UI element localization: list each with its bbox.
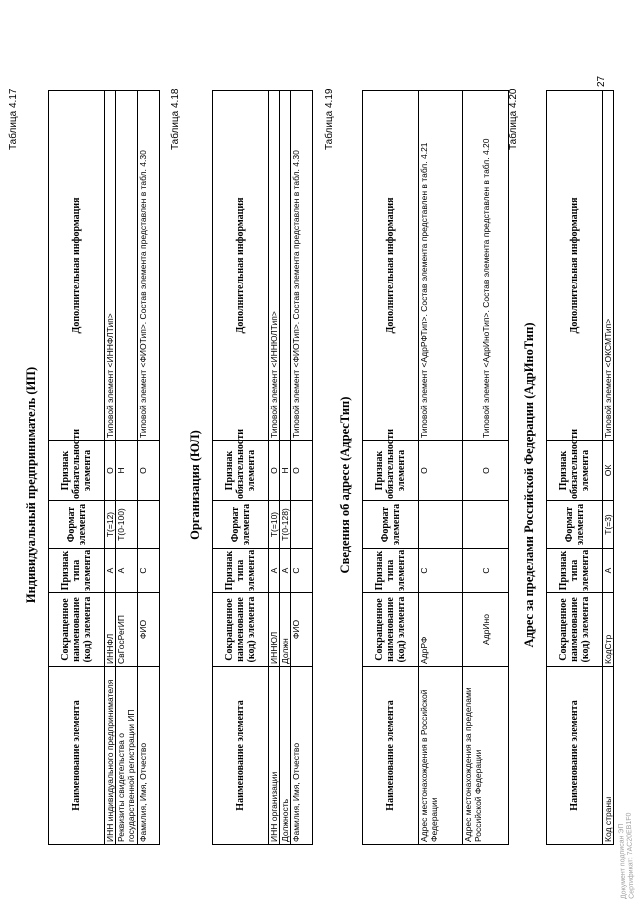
cell-code: Должн	[280, 593, 291, 667]
table-row	[116, 91, 138, 845]
cell-code: АдрРФ	[419, 593, 463, 667]
cell-info: Типовой элемент <ИННФЛТип>	[105, 91, 116, 441]
header-required: Признак обязательности элемента	[363, 441, 419, 501]
header-name: Наименование элемента	[547, 667, 603, 845]
table-title: Индивидуальный предприниматель (ИП)	[24, 366, 38, 604]
table-row	[419, 91, 463, 845]
cell-format	[463, 501, 509, 549]
data-table	[212, 90, 313, 845]
cell-type: С	[463, 549, 509, 593]
data-table	[362, 90, 509, 845]
table-header-row	[49, 91, 105, 845]
header-required: Признак обязательности элемента	[547, 441, 603, 501]
header-format: Формат элемента	[49, 501, 105, 549]
cell-name: Адрес местонахождения за пределами Российской Федерации	[463, 667, 509, 845]
header-info: Дополнительная информация	[49, 91, 105, 441]
cell-type: А	[269, 549, 280, 593]
table-row	[269, 91, 280, 845]
table-number: Таблица 4.18	[170, 88, 181, 150]
cell-required: Н	[116, 441, 138, 501]
table-row	[105, 91, 116, 845]
data-table	[48, 90, 160, 845]
table-row	[138, 91, 160, 845]
cell-info: Типовой элемент <ФИОТип>. Состав элемента представлен в табл. 4.30	[138, 91, 160, 441]
table-number: Таблица 4.19	[324, 88, 335, 150]
cell-code: ФИО	[291, 593, 313, 667]
table-header-row	[547, 91, 603, 845]
header-format: Формат элемента	[547, 501, 603, 549]
cell-type: С	[138, 549, 160, 593]
cell-info: Типовой элемент <ОКСМТип>	[603, 91, 614, 441]
header-type: Признак типа элемента	[547, 549, 603, 593]
cell-name: ИНН организации	[269, 667, 280, 845]
cell-required: О	[269, 441, 280, 501]
table-number: Таблица 4.20	[508, 88, 519, 150]
table-row	[603, 91, 614, 845]
cell-required: О	[105, 441, 116, 501]
cell-format: T(=3)	[603, 501, 614, 549]
cell-required: О	[463, 441, 509, 501]
header-format: Формат элемента	[213, 501, 269, 549]
header-info: Дополнительная информация	[213, 91, 269, 441]
cell-name: Реквизиты свидетельства о государственной регистрации ИП	[116, 667, 138, 845]
header-name: Наименование элемента	[49, 667, 105, 845]
cell-required: О	[291, 441, 313, 501]
header-format: Формат элемента	[363, 501, 419, 549]
header-code: Сокращенное наименование (код) элемента	[363, 593, 419, 667]
table-title: Сведения об адресе (АдресТип)	[338, 396, 352, 574]
cell-code: ФИО	[138, 593, 160, 667]
header-code: Сокращенное наименование (код) элемента	[49, 593, 105, 667]
header-name: Наименование элемента	[213, 667, 269, 845]
cell-required: О	[138, 441, 160, 501]
cell-format: T(0-100)	[116, 501, 138, 549]
header-type: Признак типа элемента	[213, 549, 269, 593]
page-number: 27	[596, 75, 607, 87]
header-type: Признак типа элемента	[363, 549, 419, 593]
signature-stamp	[615, 749, 636, 899]
cell-name: Фамилия, Имя, Отчество	[291, 667, 313, 845]
cell-code: КодСтр	[603, 593, 614, 667]
header-info: Дополнительная информация	[547, 91, 603, 441]
cell-type: А	[116, 549, 138, 593]
cell-required: ОК	[603, 441, 614, 501]
cell-name: Адрес местонахождения в Российской Федерации	[419, 667, 463, 845]
cell-format	[291, 501, 313, 549]
header-code: Сокращенное наименование (код) элемента	[213, 593, 269, 667]
cell-name: Код страны	[603, 667, 614, 845]
table-title: Организация (ЮЛ)	[188, 430, 202, 540]
cell-code: ИННФЛ	[105, 593, 116, 667]
cell-code: ИННЮЛ	[269, 593, 280, 667]
cell-required: Н	[280, 441, 291, 501]
table-row	[280, 91, 291, 845]
data-table	[546, 90, 614, 845]
header-info: Дополнительная информация	[363, 91, 419, 441]
cell-code: СвГосРегИП	[116, 593, 138, 667]
stamp-line: Сертификат: 7AC20EB1F0	[625, 812, 636, 899]
cell-format	[419, 501, 463, 549]
cell-info: Типовой элемент <АдрРФТип>. Состав элемента представлен в табл. 4.21	[419, 91, 463, 441]
cell-type: А	[105, 549, 116, 593]
table-number: Таблица 4.17	[8, 88, 19, 150]
cell-info: Типовой элемент <ФИОТип>. Состав элемента представлен в табл. 4.30	[291, 91, 313, 441]
cell-info	[116, 91, 138, 441]
cell-format: T(=12)	[105, 501, 116, 549]
header-code: Сокращенное наименование (код) элемента	[547, 593, 603, 667]
header-name: Наименование элемента	[363, 667, 419, 845]
stamp-line: Документ подписан ЭП	[617, 823, 628, 900]
cell-info	[280, 91, 291, 441]
table-header-row	[363, 91, 419, 845]
cell-required: О	[419, 441, 463, 501]
cell-name: ИНН индивидуального предпринимателя	[105, 667, 116, 845]
cell-code: АдрИно	[463, 593, 509, 667]
cell-info: Типовой элемент <ИННЮЛТип>	[269, 91, 280, 441]
header-type: Признак типа элемента	[49, 549, 105, 593]
cell-type: А	[280, 549, 291, 593]
cell-format	[138, 501, 160, 549]
cell-type: А	[603, 549, 614, 593]
cell-type: С	[291, 549, 313, 593]
table-title: Адрес за пределами Российской Федерации (АдрИноТип)	[522, 322, 536, 648]
header-required: Признак обязательности элемента	[49, 441, 105, 501]
cell-format: T(=10)	[269, 501, 280, 549]
table-row	[291, 91, 313, 845]
table-header-row	[213, 91, 269, 845]
cell-type: С	[419, 549, 463, 593]
cell-name: Должность	[280, 667, 291, 845]
cell-info: Типовой элемент <АдрИноТип>. Состав элемента представлен в табл. 4.20	[463, 91, 509, 441]
header-required: Признак обязательности элемента	[213, 441, 269, 501]
table-row	[463, 91, 509, 845]
cell-format: T(0-128)	[280, 501, 291, 549]
cell-name: Фамилия, Имя, Отчество	[138, 667, 160, 845]
